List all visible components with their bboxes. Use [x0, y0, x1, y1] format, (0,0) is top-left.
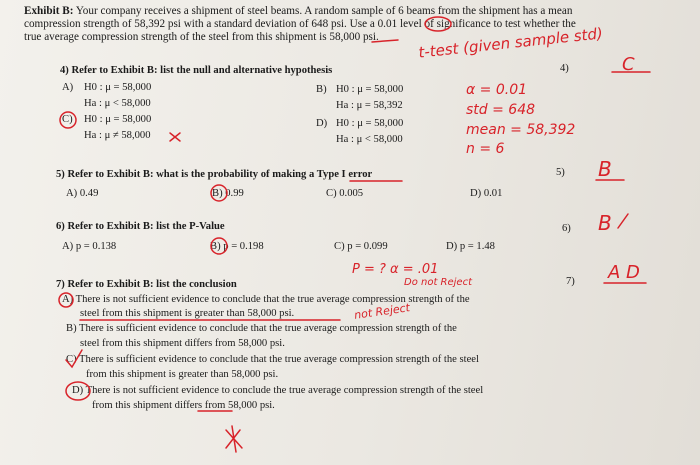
- q4-option-a-ha: Ha : μ < 58,000: [84, 98, 151, 109]
- q4-option-c-ha: Ha : μ ≠ 58,000: [84, 130, 151, 141]
- scribble-bottom: [226, 426, 242, 452]
- q4-option-c-h0: H0 : μ = 58,000: [84, 114, 152, 125]
- check-q7-c: [66, 350, 82, 367]
- q4-option-c-label: C): [62, 114, 73, 125]
- q4-option-d-ha: Ha : μ < 58,000: [336, 134, 403, 145]
- handwritten-answer-4: C: [622, 54, 635, 75]
- q7-stem: 7) Refer to Exhibit B: list the conclusion: [56, 279, 237, 290]
- q4-option-d-label: D): [316, 118, 328, 129]
- q7-option-d-line1: D) There is not sufficient evidence to conclude the true average compression strength of the steel: [72, 385, 484, 396]
- q7-option-a-line1: A) There is not sufficient evidence to conclude that the true average compression strength of the: [62, 294, 470, 305]
- q4-option-b-label: B): [316, 84, 327, 95]
- q6-number: 6): [562, 223, 571, 234]
- q4-option-b-ha: Ha : μ = 58,392: [336, 100, 403, 111]
- q4-stem: 4) Refer to Exhibit B: list the null and alternative hypothesis: [60, 65, 333, 76]
- circle-q7-option-a: [59, 293, 73, 307]
- q5-option-b: B) 0.99: [212, 188, 244, 199]
- exhibit-label: Exhibit B:: [24, 5, 74, 17]
- handwritten-answer-6: B: [598, 211, 612, 235]
- q4-option-b-h0: H0 : μ = 58,000: [336, 84, 404, 95]
- q7-option-d-line2: from this shipment differs from 58,000 psi.: [92, 400, 275, 411]
- mark-q4-c: [170, 133, 180, 141]
- circle-q7-option-d: [66, 382, 90, 400]
- q7-option-a-line2: steel from this shipment is greater than 58,000 psi.: [80, 308, 295, 319]
- handwritten-do-not-reject: Do not Reject: [404, 277, 473, 288]
- handwritten-answer-5: B: [598, 157, 612, 181]
- q4-option-a-h0: H0 : μ = 58,000: [84, 82, 152, 93]
- q5-option-d: D) 0.01: [470, 188, 503, 199]
- circle-significance: [425, 17, 451, 31]
- q7-option-c-line2: from this shipment is greater than 58,000 psi.: [86, 369, 279, 380]
- handwritten-alpha: α = 0.01: [466, 82, 528, 98]
- handwritten-n: n = 6: [466, 141, 505, 157]
- q4-option-a-label: A): [62, 82, 74, 93]
- q7-option-b-line2: steel from this shipment differs from 58,000 psi.: [80, 338, 285, 349]
- q7-option-c-line1: C) There is sufficient evidence to conclude that the true average compression strength of the steel: [66, 354, 479, 365]
- q6-option-c: C) p = 0.099: [334, 241, 388, 252]
- arrow-to-note: [372, 40, 398, 42]
- handwritten-mean: mean = 58,392: [466, 122, 576, 138]
- q5-number: 5): [556, 167, 565, 178]
- handwritten-t-test-note: t-test (given sample std): [417, 24, 604, 62]
- exhibit-line-3: true average compression strength of the steel from this shipment is 58,000 psi.: [24, 31, 379, 43]
- q6-option-a: A) p = 0.138: [62, 241, 117, 252]
- q6-stem: 6) Refer to Exhibit B: list the P-Value: [56, 221, 225, 232]
- q5-option-c: C) 0.005: [326, 188, 364, 199]
- handwritten-p-alpha: P = ? α = .01: [352, 262, 439, 277]
- q7-number: 7): [566, 276, 575, 287]
- handwritten-not-reject: not Reject: [353, 301, 411, 322]
- q4-option-d-h0: H0 : μ = 58,000: [336, 118, 404, 129]
- exhibit-line-2: compression strength of 58,392 psi with a standard deviation of 648 psi. Use a 0.01 level of significance to test whether the: [24, 18, 576, 30]
- q7-option-b-line1: B) There is sufficient evidence to conclude that the true average compression strength of the: [66, 323, 457, 334]
- circle-q6-option-b: [211, 238, 227, 254]
- handwritten-answer-7: A D: [608, 262, 640, 283]
- circle-q4-option-c: [60, 112, 76, 128]
- q5-stem: 5) Refer to Exhibit B: what is the probability of making a Type I error: [56, 169, 373, 180]
- q6-option-b: B) p = 0.198: [210, 241, 264, 252]
- exhibit-text-1: Your company receives a shipment of steel beams. A random sample of 6 beams from the shipment has a mean: [75, 5, 573, 17]
- q5-option-a: A) 0.49: [66, 188, 99, 199]
- q6-option-d: D) p = 1.48: [446, 241, 495, 252]
- slash-answer-6: [618, 214, 628, 228]
- handwritten-std: std = 648: [466, 102, 536, 118]
- circle-q5-option-b: [211, 185, 227, 201]
- q4-number: 4): [560, 63, 569, 74]
